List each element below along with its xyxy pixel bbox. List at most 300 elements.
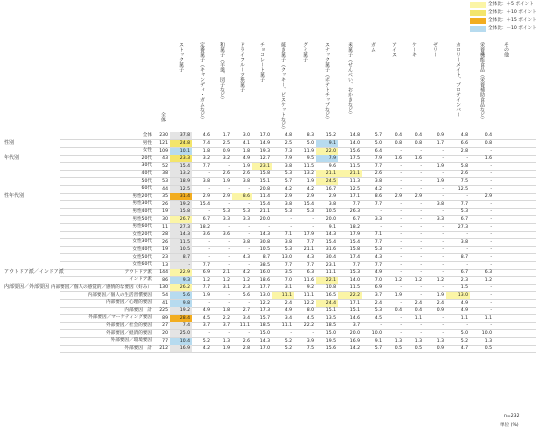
table-cell: 4.8 xyxy=(460,133,468,139)
table-cell: 19.2 xyxy=(170,307,192,314)
row-group-label: アウトドア派／インドア派 xyxy=(4,268,64,275)
table-cell: 18.6 xyxy=(259,277,270,283)
table-cell: 0.4 xyxy=(394,308,402,314)
table-cell: - xyxy=(208,330,210,336)
column-header: 全体 xyxy=(160,112,166,122)
table-cell: - xyxy=(208,171,210,177)
table-cell: - xyxy=(442,315,444,321)
sample-count-cell: 53 xyxy=(162,178,168,184)
table-cell: 1.1 xyxy=(460,315,468,321)
table-cell: 5.0 xyxy=(306,140,314,146)
table-cell: 2.6 xyxy=(242,338,250,344)
table-cell: 4.8 xyxy=(284,133,292,139)
table-cell: 26.7 xyxy=(170,216,192,223)
table-cell: 7.7 xyxy=(306,262,314,268)
table-cell: 23.1 xyxy=(325,262,336,268)
row-label: 男性 xyxy=(142,140,152,146)
table-cell: 1.3 xyxy=(484,338,492,344)
table-cell: - xyxy=(420,148,422,154)
table-cell: - xyxy=(442,171,444,177)
table-cell: 10.5 xyxy=(170,246,192,253)
table-cell: 17.1 xyxy=(349,194,360,200)
table-cell: - xyxy=(420,270,422,276)
table-cell: 3.3 xyxy=(242,216,250,222)
table-cell: 15.8 xyxy=(170,208,192,215)
table-cell: - xyxy=(248,232,250,238)
sample-count-cell: 54 xyxy=(162,292,168,298)
row-label: 外部要因／社会的要因 xyxy=(106,323,152,328)
table-cell: - xyxy=(442,262,444,268)
table-cell: - xyxy=(228,163,230,169)
row-label: アウトドア派 xyxy=(124,269,152,275)
table-cell: 14.0 xyxy=(349,277,360,283)
table-cell: 2.7 xyxy=(242,308,250,314)
table-cell: 7.4 xyxy=(170,322,192,329)
table-cell: 4.9 xyxy=(460,300,468,306)
row-group-label: 年代別 xyxy=(4,154,20,161)
table-cell: 38.5 xyxy=(259,262,270,268)
table-cell: 3.8 xyxy=(202,178,210,184)
table-cell: 3.8 xyxy=(284,239,292,245)
table-cell: 9.6 xyxy=(328,163,336,169)
table-cell: - xyxy=(490,308,492,314)
table-cell: 15.1 xyxy=(349,308,360,314)
table-cell: 9.2 xyxy=(306,285,314,291)
table-cell: 10.0 xyxy=(371,330,382,336)
table-cell: - xyxy=(420,262,422,268)
table-cell: 4.2 xyxy=(284,186,292,192)
table-cell: 12.7 xyxy=(259,156,270,162)
table-cell: 6.7 xyxy=(352,216,360,222)
column-header: チョコレート菓子 xyxy=(259,42,265,82)
table-cell: 17.7 xyxy=(259,285,270,291)
table-cell: 13.2 xyxy=(170,170,192,177)
table-cell: - xyxy=(400,315,402,321)
column-header: ガム xyxy=(370,42,376,52)
table-cell: 1.9 xyxy=(436,178,444,184)
table-cell: 15.6 xyxy=(325,346,336,352)
table-cell: - xyxy=(466,232,468,238)
table-cell: 0.9 xyxy=(222,148,230,154)
table-cell: - xyxy=(490,224,492,230)
table-cell: 1.2 xyxy=(484,277,492,283)
table-cell: 4.6 xyxy=(202,133,210,139)
table-cell: 0.4 xyxy=(484,133,492,139)
table-cell: - xyxy=(420,239,422,245)
table-cell: 7.5 xyxy=(306,346,314,352)
sample-count-cell: 19 xyxy=(162,209,168,215)
table-cell: 26.3 xyxy=(349,209,360,215)
table-cell: 2.8 xyxy=(460,148,468,154)
table-cell: 23.3 xyxy=(170,155,192,162)
table-cell: 1.2 xyxy=(394,277,402,283)
row-label: 内部要因／個人の生活習慣要因 xyxy=(87,292,152,298)
table-cell: - xyxy=(248,262,250,268)
table-cell: 15.0 xyxy=(259,330,270,336)
table-cell: 1.2 xyxy=(222,277,230,283)
sample-count-cell: 44 xyxy=(162,186,168,192)
table-cell: 15.3 xyxy=(349,270,360,276)
table-cell: 18.2 xyxy=(199,224,210,230)
table-cell: 10.0 xyxy=(481,330,492,336)
table-cell: 6.7 xyxy=(202,216,210,222)
table-cell: 6.7 xyxy=(460,270,468,276)
table-cell: 1.2 xyxy=(242,277,250,283)
column-header: ゼリー xyxy=(432,42,438,57)
table-cell: 7.7 xyxy=(460,201,468,207)
table-cell: 14.8 xyxy=(349,133,360,139)
table-cell: 25.0 xyxy=(170,330,192,337)
table-cell: 5.3 xyxy=(460,209,468,215)
table-cell: 21.1 xyxy=(303,247,314,253)
table-cell: - xyxy=(490,285,492,291)
sample-size-note: n=232 xyxy=(504,414,520,419)
table-cell: 1.9 xyxy=(222,346,230,352)
table-cell: - xyxy=(466,194,468,200)
row-label: 女性60代 xyxy=(132,262,152,268)
table-cell: - xyxy=(312,216,314,222)
table-cell: - xyxy=(290,330,292,336)
table-cell: 17.0 xyxy=(259,346,270,352)
table-cell: 3.0 xyxy=(242,133,250,139)
table-cell: 8.6 xyxy=(232,193,252,200)
row-label: 女性40代 xyxy=(132,247,152,252)
table-cell: 21.1 xyxy=(259,209,270,215)
table-cell: 4.2 xyxy=(374,186,382,192)
table-cell: 18.9 xyxy=(170,178,192,185)
row-label: 女性50代 xyxy=(132,254,152,260)
table-cell: 2.4 xyxy=(414,300,422,306)
table-cell: 15.7 xyxy=(259,315,270,321)
table-cell: 0.8 xyxy=(394,140,402,146)
table-cell: - xyxy=(208,239,210,245)
column-header: 定番菓子（キャンディ・ガムなど） xyxy=(199,42,205,122)
table-cell: 9.8 xyxy=(170,300,192,307)
table-cell: 11.1 xyxy=(239,323,250,329)
table-cell: - xyxy=(466,247,468,253)
table-cell: 1.8 xyxy=(242,148,250,154)
table-cell: 0.9 xyxy=(436,133,444,139)
table-cell: 31.6 xyxy=(325,247,336,253)
table-cell: 17.1 xyxy=(349,300,360,306)
table-cell: 4.9 xyxy=(460,308,468,314)
table-cell: 7.0 xyxy=(284,277,292,283)
row-label: 男性60代 xyxy=(132,224,152,230)
table-cell: - xyxy=(228,292,230,298)
table-cell: 0.5 xyxy=(394,346,402,352)
table-cell: 12.5 xyxy=(170,186,192,193)
table-cell: - xyxy=(208,300,210,306)
table-cell: 7.7 xyxy=(374,262,382,268)
sample-count-cell: 77 xyxy=(162,338,168,344)
table-cell: - xyxy=(400,186,402,192)
table-cell: 0.4 xyxy=(394,133,402,139)
sample-count-cell: 130 xyxy=(159,285,168,291)
table-cell: 0.4 xyxy=(414,308,422,314)
row-label: 外部要因／経済的要因 xyxy=(106,330,152,336)
row-divider xyxy=(60,352,536,353)
table-cell: 1.8 xyxy=(202,148,210,154)
table-cell: - xyxy=(442,270,444,276)
legend-swatch xyxy=(470,2,486,8)
column-header: グミ菓子 xyxy=(302,42,308,62)
sample-count-cell: 230 xyxy=(159,133,168,139)
table-cell: 3.8 xyxy=(284,201,292,207)
table-cell: 15.4 xyxy=(259,201,270,207)
table-cell: 10.4 xyxy=(170,338,192,345)
row-label: 外部要因 計 xyxy=(124,345,152,351)
table-cell: 20.0 xyxy=(349,330,360,336)
table-cell: - xyxy=(442,254,444,260)
table-cell: 3.3 xyxy=(436,216,444,222)
table-cell: - xyxy=(290,216,292,222)
table-cell: 9.3 xyxy=(170,277,192,284)
table-cell: - xyxy=(490,163,492,169)
table-cell: 2.6 xyxy=(374,171,382,177)
table-cell: 1.6 xyxy=(484,156,492,162)
table-cell: 5.2 xyxy=(202,338,210,344)
table-cell: - xyxy=(228,254,230,260)
table-cell: 1.1 xyxy=(414,315,422,321)
table-cell: 1.9 xyxy=(436,163,444,169)
table-cell: - xyxy=(442,285,444,291)
table-cell: 4.7 xyxy=(460,346,468,352)
table-cell: 11.1 xyxy=(325,270,336,276)
table-cell: - xyxy=(442,194,444,200)
table-cell: 22.1 xyxy=(316,277,338,284)
table-cell: - xyxy=(228,224,230,230)
table-cell: 2.9 xyxy=(394,194,402,200)
table-cell: - xyxy=(442,330,444,336)
table-cell: - xyxy=(248,300,250,306)
legend-label: 全体比：＋5 ポイント xyxy=(488,2,534,7)
table-cell: 1.2 xyxy=(202,277,210,283)
table-cell: - xyxy=(490,262,492,268)
table-cell: 14.2 xyxy=(349,346,360,352)
table-cell: 11.5 xyxy=(349,163,360,169)
table-cell: 17.9 xyxy=(349,232,360,238)
table-cell: 7.7 xyxy=(202,262,210,268)
table-cell: 5.2 xyxy=(284,346,292,352)
table-cell: - xyxy=(490,216,492,222)
row-label: 内部要因／心理的要因 xyxy=(106,300,152,306)
table-cell: 4.5 xyxy=(202,315,210,321)
row-label: 女性 xyxy=(142,148,152,154)
table-cell: 10.5 xyxy=(325,209,336,215)
table-cell: - xyxy=(248,330,250,336)
table-cell: 15.4 xyxy=(303,201,314,207)
table-cell: - xyxy=(400,148,402,154)
column-header: ケーキ xyxy=(411,42,417,57)
table-cell: 7.4 xyxy=(202,140,210,146)
table-cell: 1.9 xyxy=(436,292,444,298)
table-cell: - xyxy=(442,156,444,162)
table-cell: - xyxy=(420,209,422,215)
table-cell: - xyxy=(228,247,230,253)
sample-count-cell: 13 xyxy=(162,262,168,268)
column-header: 米菓子（せんべい、おかきなど） xyxy=(347,42,353,117)
column-header: 栄養機能食品（栄養補助食品など） xyxy=(479,42,485,122)
column-header: ストック菓子 xyxy=(178,42,184,72)
table-cell: 9.1 xyxy=(374,338,382,344)
sample-count-cell: 30 xyxy=(162,216,168,222)
table-cell: 3.9 xyxy=(306,338,314,344)
column-header: ドライフルーツ系菓子 xyxy=(239,42,245,92)
table-cell: 4.3 xyxy=(374,254,382,260)
table-cell: 5.3 xyxy=(284,209,292,215)
row-label: 50代 xyxy=(141,178,152,184)
table-cell: 14.0 xyxy=(349,140,360,146)
table-cell: - xyxy=(400,285,402,291)
table-cell: 2.8 xyxy=(242,346,250,352)
table-cell: 11.5 xyxy=(349,285,360,291)
sample-count-cell: 27 xyxy=(162,323,168,329)
table-cell: 2.3 xyxy=(460,277,468,283)
table-cell: - xyxy=(248,201,250,207)
table-cell: - xyxy=(400,330,402,336)
row-label: 男性30代 xyxy=(132,201,152,207)
table-cell: 5.0 xyxy=(374,140,382,146)
table-cell: - xyxy=(312,330,314,336)
sample-count-cell: 26 xyxy=(162,239,168,245)
table-cell: 8.7 xyxy=(460,254,468,260)
table-cell: - xyxy=(228,262,230,268)
table-cell: 5.2 xyxy=(284,338,292,344)
table-cell: 6.4 xyxy=(374,148,382,154)
table-cell: 2.9 xyxy=(202,194,210,200)
table-cell: 22.2 xyxy=(338,292,362,299)
table-cell: - xyxy=(420,292,422,298)
table-cell: 15.8 xyxy=(259,171,270,177)
sample-count-cell: 38 xyxy=(162,171,168,177)
table-cell: 17.5 xyxy=(349,156,360,162)
table-cell: - xyxy=(420,216,422,222)
table-cell: 3.4 xyxy=(284,315,292,321)
table-cell: 17.3 xyxy=(259,308,270,314)
table-cell: - xyxy=(490,323,492,329)
sample-count-cell: 121 xyxy=(159,140,168,146)
table-cell: 3.8 xyxy=(242,239,250,245)
table-cell: 3.6 xyxy=(222,232,230,238)
table-cell: 4.9 xyxy=(284,308,292,314)
table-cell: - xyxy=(442,247,444,253)
table-cell: 0.5 xyxy=(484,346,492,352)
table-cell: - xyxy=(466,323,468,329)
table-cell: 15.1 xyxy=(325,308,336,314)
sample-count-cell: 11 xyxy=(162,224,168,230)
sample-count-cell: 26 xyxy=(162,201,168,207)
table-cell: - xyxy=(400,209,402,215)
table-cell: 7.0 xyxy=(374,277,382,283)
table-cell: - xyxy=(400,232,402,238)
row-label: 40代 xyxy=(141,171,152,176)
table-cell: - xyxy=(490,300,492,306)
legend-swatch xyxy=(470,26,486,32)
table-cell: 37.8 xyxy=(170,132,192,139)
table-cell: 1.9 xyxy=(394,292,402,298)
table-cell: 5.2 xyxy=(460,338,468,344)
table-cell: 10.8 xyxy=(325,285,336,291)
row-label: 60代 xyxy=(141,186,152,192)
table-cell: 0.8 xyxy=(414,140,422,146)
table-cell: 11.9 xyxy=(303,148,314,154)
table-cell: 7.7 xyxy=(284,262,292,268)
table-cell: 16.5 xyxy=(325,292,336,298)
table-cell: - xyxy=(442,148,444,154)
table-cell: 22.0 xyxy=(316,148,338,155)
table-cell: 3.4 xyxy=(242,315,250,321)
table-cell: 30.4 xyxy=(325,254,336,260)
legend-label: 全体比：－10 ポイント xyxy=(488,26,537,31)
sample-count-cell: 212 xyxy=(159,346,168,352)
column-header: カロリーメイト、プロテインバー xyxy=(455,42,461,117)
table-cell: 3.8 xyxy=(460,239,468,245)
table-cell: - xyxy=(400,239,402,245)
table-cell: 1.2 xyxy=(436,277,444,283)
table-cell: 7.1 xyxy=(284,232,292,238)
table-cell: - xyxy=(248,247,250,253)
table-cell: 1.3 xyxy=(436,338,444,344)
table-cell: 2.5 xyxy=(284,140,292,146)
table-cell: 6.3 xyxy=(484,270,492,276)
table-cell: 1.8 xyxy=(222,308,230,314)
table-cell: 8.7 xyxy=(170,254,192,261)
table-cell: 3.3 xyxy=(222,216,230,222)
table-cell: 11.4 xyxy=(259,194,270,200)
table-cell: 6.7 xyxy=(460,216,468,222)
table-cell: 15.6 xyxy=(349,148,360,154)
column-header: 焼き菓子（クッキー、ビスケットなど） xyxy=(280,42,286,132)
table-cell: 13.2 xyxy=(303,171,314,177)
table-cell: 7.7 xyxy=(306,239,314,245)
table-cell: 5.3 xyxy=(374,247,382,253)
table-cell: - xyxy=(420,254,422,260)
table-cell: - xyxy=(400,224,402,230)
table-cell: - xyxy=(400,178,402,184)
table-cell: 2.4 xyxy=(374,300,382,306)
table-cell: 17.0 xyxy=(259,133,270,139)
table-cell: 14.3 xyxy=(170,231,192,238)
table-cell: 24.4 xyxy=(316,300,338,307)
row-label: 女性30代 xyxy=(132,239,152,245)
table-cell: 15.2 xyxy=(325,133,336,139)
table-cell: - xyxy=(228,239,230,245)
table-cell: 18.5 xyxy=(259,323,270,329)
table-cell: 2.1 xyxy=(222,270,230,276)
table-cell: 2.4 xyxy=(436,300,444,306)
table-cell: 19.2 xyxy=(170,201,192,208)
table-cell: 3.7 xyxy=(352,323,360,329)
row-label: 男性50代 xyxy=(132,216,152,222)
table-cell: 18.5 xyxy=(325,323,336,329)
row-label: 男性40代 xyxy=(132,209,152,214)
table-cell: - xyxy=(420,224,422,230)
table-cell: - xyxy=(400,247,402,253)
table-cell: 5.3 xyxy=(222,209,230,215)
table-cell: 4.1 xyxy=(242,140,250,146)
table-cell: 20.0 xyxy=(325,216,336,222)
row-label: 内部要因／個人の感覚的／感情的な要因（好み） xyxy=(50,285,152,290)
table-cell: 24.5 xyxy=(316,178,338,185)
table-cell: 5.7 xyxy=(374,133,382,139)
table-cell: 5.3 xyxy=(284,247,292,253)
table-cell: 3.1 xyxy=(284,285,292,291)
table-cell: 26.2 xyxy=(170,284,192,291)
table-cell: 9.1 xyxy=(328,224,336,230)
table-cell: - xyxy=(380,224,382,230)
table-cell: 12.5 xyxy=(349,186,360,192)
table-cell: 0.9 xyxy=(436,308,444,314)
